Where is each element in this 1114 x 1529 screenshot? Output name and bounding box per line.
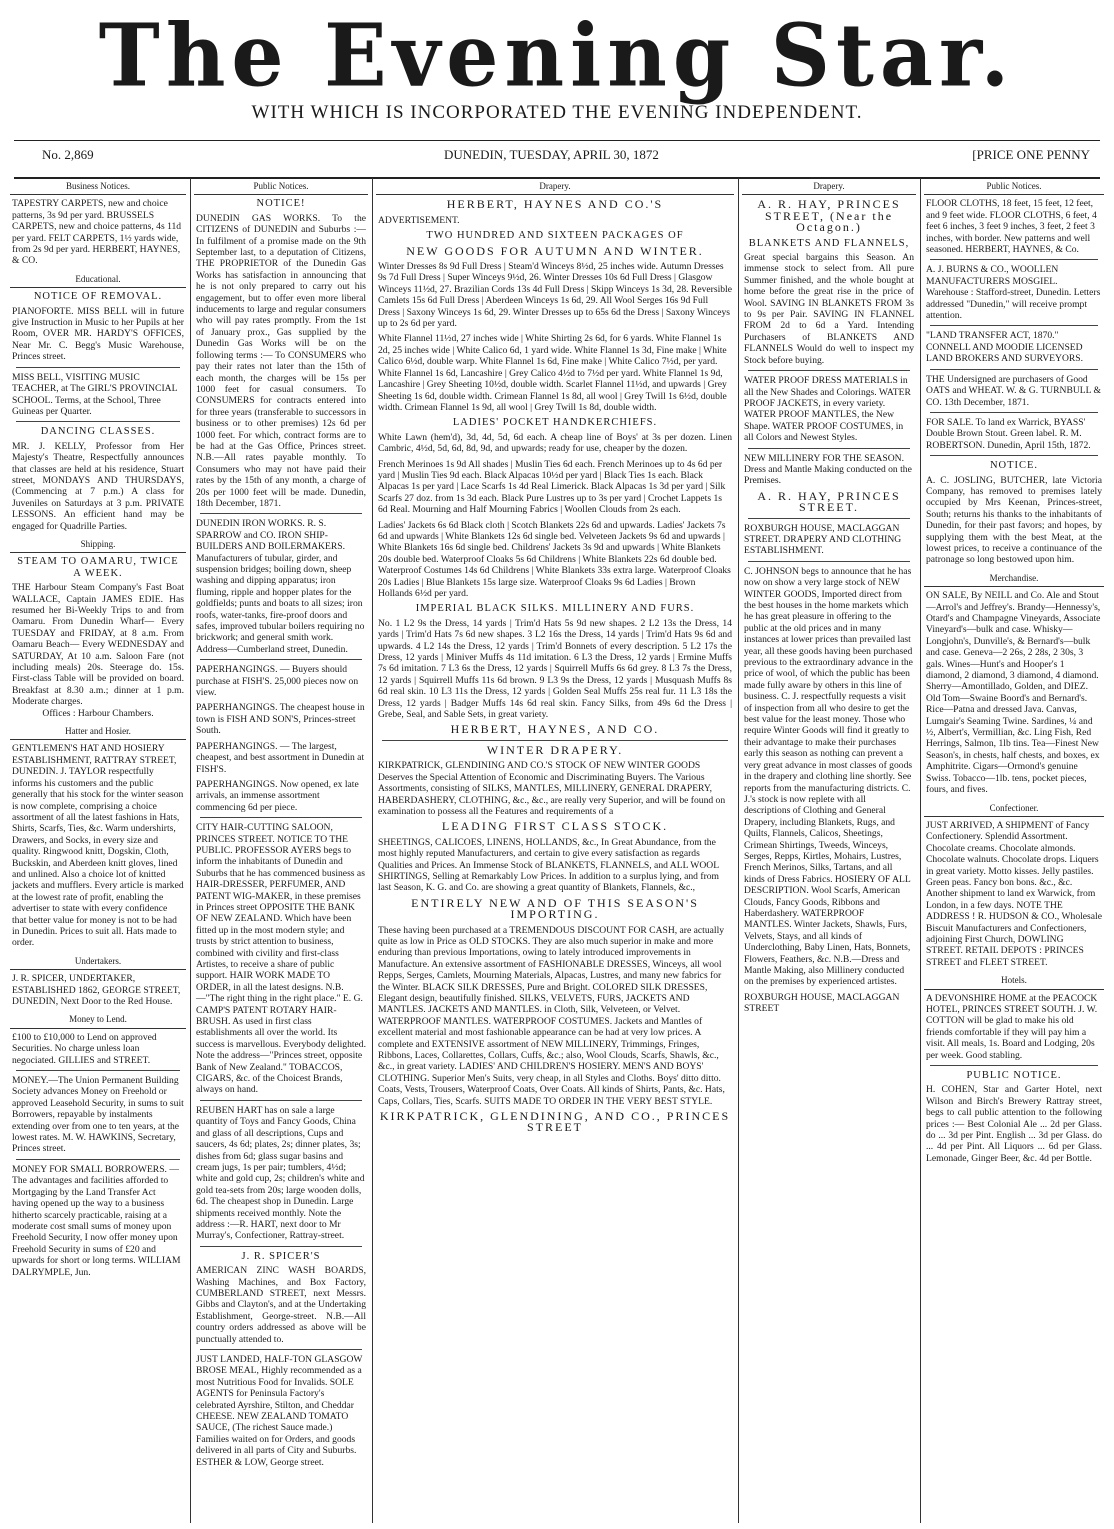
column-1 [10,178,186,1523]
section-heading: Drapery. [742,178,916,195]
place-date: DUNEDIN, TUESDAY, APRIL 30, 1872 [444,147,659,162]
advert-music-teacher: MISS BELL, VISITING MUSIC TEACHER, at The GIRL'S PROVINCIAL SCHOOL. Terms, at the School, Three Guineas per Quarter. [12,371,178,417]
rule [200,817,362,818]
column-divider [920,178,921,1523]
advert-hair-saloon: CITY HAIR-CUTTING SALOON, PRINCES STREET. NOTICE TO THE PUBLIC. PROFESSOR AYERS begs to inform the inhabitants of Dunedin and Suburbs that he has commenced business as HAIR-DRESSER, PERFUMER, AND PATENT WIG-MAKER, in these premises in Princes street OPPOSITE THE BANK OF NEW ZEALAND. Which have been fitted up in the most modern style; and trusts by strict attention to business, combined with civility and first-class Artistes, to receive a share of public support. HAIR WORK MADE TO ORDER, in all the latest designs. N.B.—"The right thing in the right place." E. G. CAMP'S PATENT ROTARY HAIR-BRUSH. As used in first class establishments all over the world. Its success is marvellous. Everybody delighted. Note the address—"Princes street, opposite Bank of New Zealand." TOBACCOS, CIGARS, &c. of the Choicest Brands, always on hand. [196,822,366,1096]
advert-removal: PIANOFORTE. MISS BELL will in future give Instruction in Music to her Pupils at her Room, OVER MR. HARDY'S OFFICES, Near Mr. C. Begg's Music Warehouse, Princes street. [12,305,184,363]
section-heading: Educational. [10,271,186,288]
advert-wash-boards: AMERICAN ZINC WASH BOARDS, Washing Machines, and Box Factory, CUMBERLAND STREET, next Messrs. Gibbs and Clayton's, and at the Undertaking Establishment, George-street. N.B.—All country orders addressed as above will be punctually attended to. [196,1265,366,1345]
advert-signature: A. R. HAY, PRINCES STREET. [757,488,901,515]
masthead-subtitle: WITH WHICH IS INCORPORATED THE EVENING INDEPENDENT. [251,102,863,123]
price-list-flannels: White Flannel 11½d, 27 inches wide | White Shirting 2s 6d, for 6 yards. White Flannel 1s 2d, 25 inches wide | White Calico 6d, 1 yard wide. White Flannel 1s 3d, Fine make | White Calico 6½d, double warp. White Flannel 1s 6d, Fine make | White Calico 7½d, per yard. White Flannel 1s 6d, Lancashire | Grey Calico 4½d to 7½d per yard. White Flannel 1s 9d, Lancashire | Grey Sheeting 10½d, double width. Scarlet Flannel 11½d, and upwards | Grey Sheeting 1s 6d, double width. Crimean Flannel 1s 8d, all wool | Grey Twill 1s 6½d, double width. Crimean Flannel 1s 9d, all wool | Grey Twill 1s 8d, double width. [378,333,727,413]
advert-heading: IMPERIAL BLACK SILKS. MILLINERY AND FURS. [415,603,695,615]
advert-carpets: TAPESTRY CARPETS, new and choice patterns, 3s 9d per yard. BRUSSELS CARPETS, new and choice patterns, 4s 11d per yard. FELT CARPETS, 1½ yards wide, from 2s 9d per yard. HERBERT, HAYNES, & CO. [12,198,182,267]
rule [200,1246,362,1247]
advert-oats-wheat: THE Undersigned are purchasers of Good OATS and WHEAT. W. & G. TURNBULL & CO. 13th December, 1871. [926,373,1101,408]
advert-signature: HERBERT, HAYNES, AND CO. [450,722,660,737]
advert-heading: NOTICE OF REMOVAL. [33,291,163,303]
advert-paperhangings-1: PAPERHANGINGS. — Buyers should purchase at FISH'S. 25,000 pieces now on view. [196,664,359,699]
price: [PRICE ONE PENNY [972,147,1090,162]
column-2 [194,178,368,1523]
rule [930,369,1098,370]
advert-confectionery: JUST ARRIVED, A SHIPMENT of Fancy Confectionery. Splendid Assortment. Chocolate creams. Chocolate almonds. Chocolate walnuts. Chocolate drops. Liquers in great variety. Motto kisses. Jelly pastiles. Green peas. Fancy bon bons. &c., &c. Another shipment to land ex Warwick, from London, in a few days. NOTE THE ADDRESS ! R. HUDSON & CO., Wholesale Biscuit Manufacturers and Confectioners, adjoining First Church, DOWLING STREET. RETAIL DEPOTS : PRINCES STREET and FLEET STREET. [926,819,1102,968]
advert-johnson: C. JOHNSON begs to announce that he has now on show a very large stock of NEW WINTER GOODS, Imported direct from the best houses in the home markets which he has great pleasure in offering to the public at the old prices and in many instances at lower prices than prevailed last year, all these goods having been purchased previous to the extraordinary advance in the price of wool, of which the public has been made fully aware by others in this line of business. C. J. respectfully requests a visit of inspection from all who desire to get the best value for the least money. Those who require Winter Goods will find it greatly to their advantage to make their purchases early this season as nothing can prevent a very great advance in most classes of goods in the drapery and clothing line shortly. See reports from the manufacturing districts. C. J.'s stock is now replete with all descriptions of Clothing and General Drapery, including Blankets, Rugs, and Quilts, Flannels, Calicos, Sheetings, Crimean Shirtings, Tweeds, Winceys, Serges, Repps, Kirtles, Mohairs, Lustres, French Merinos, Silks, Tartans, and all kinds of Dress Fabrics. HOSIERY OF ALL DESCRIPTION. Wool Scarfs, American Clouds, Fancy Goods, Ribbons and Haberdashery. WATERPROOF MANTLES. Winter Jackets, Shawls, Furs, Velvets, Stays, and all kinds of Underclothing, Baby Linen, Hats, Bonnets, Flowers, Feathers, &c. N.B.—Dress and Mantle Making, also Millinery conducted on the premises by experienced artistes. [744,565,913,988]
advert-title: ENTIRELY NEW AND OF THIS SEASON'S IMPORTING. [411,895,699,922]
advert-heading: PUBLIC NOTICE. [966,1070,1062,1082]
section-heading: Drapery. [376,178,734,195]
rule [200,1349,362,1350]
rule [930,455,1098,456]
advert-small-borrowers: MONEY FOR SMALL BORROWERS. —The advantages and facilities afforded to Mortgaging by the Land Transfer Act having opened up the way to a business hitherto scarcely practicable, raising at a moderate cost small sums of money upon Freehold Security, I now offer money upon Freehold Security in sums of £20 and upwards for short or long terms. WILLIAM DALRYMPLE, Jun. [12,1163,181,1278]
advert-heading: TWO HUNDRED AND SIXTEEN PACKAGES OF [426,230,684,242]
advert-heading: LADIES' POCKET HANDKERCHIEFS. [452,417,658,429]
advert-subtitle: ADVERTISEMENT. [378,214,460,226]
advert-heading: NOTICE! [256,198,306,210]
issue-number: No. 2,869 [42,147,94,162]
advert-heading: STEAM TO OAMARU, TWICE A WEEK. [17,556,179,579]
rule [748,518,910,519]
advert-title: A. R. HAY, PRINCES STREET, (Near the Octagon.) [757,197,901,235]
column-divider [190,178,191,1523]
section-heading: Merchandise. [924,570,1104,587]
advert-heading: BLANKETS AND FLANNELS, [748,237,910,249]
advert-title: LEADING FIRST CLASS STOCK. [441,819,669,834]
masthead [0,5,1114,124]
advert-brose-meal: JUST LANDED, HALF-TON GLASGOW BROSE MEAL, Highly recommended as a most Nutritious Food for Invalids. SOLE AGENTS for Peninsula Factory's celebrated Ayrshire, Stilton, and Cheddar CHEESE. NEW ZEALAND TOMATO SAUCE, (The richest Sauce made.) Families waited on for Orders, and goods delivered in all parts of City and Suburbs. ESTHER & LOW, George street. [196,1354,363,1468]
advert-butcher: A. C. JOSLING, BUTCHER, late Victoria Company, has removed to premises lately occupied by Mrs Keenan, Princes-street, South; returns his thanks to the inhabitants of Dunedin, for their past favors; and hopes, by supplying them with the best Meat, at the lowest prices, to receive a continuance of the patronage so long bestowed upon him. [926,474,1102,566]
advert-floor-cloths: FLOOR CLOTHS, 18 feet, 15 feet, 12 feet, and 9 feet wide. FLOOR CLOTHS, 6 feet, 4 feet 6 inches, 3 feet 9 inches, 3 feet, 2 feet 3 inches, with border. New patterns and well seasoned. HERBERT, HAYNES, & Co. [926,198,1097,256]
advert-land-brokers: "LAND TRANSFER ACT, 1870." CONNELL AND MOODIE LICENSED LAND BROKERS AND SURVEYORS. [926,330,1084,365]
advert-reuben-hart: REUBEN HART has on sale a large quantity of Toys and Fancy Goods, China and glass of all descriptions, Cups and saucers, 4s 6d; plates, 2s; dinner plates, 3s; dishes from 6d; glass sugar basins and cream jugs, 1s per pair; tumblers, 4½d; white and gold cup, 2s; children's white and gold tea-sets from 20s; large wooden dolls, 6d. The cheapest shop in Dunedin. Large shipments received monthly. Note the address :—R. HART, next door to Mr Murray's, Confectioner, Rattray-street. [196,1104,365,1242]
advert-heading: NOTICE. [989,460,1039,472]
column-3 [376,178,734,1523]
rule [16,1159,180,1160]
advert-on-sale: ON SALE, By NEILL and Co. Ale and Stout—Arrol's and Jeffrey's. Brandy—Hennessy's, Otard's and Champagne Vineyards, Associate Vineyard's—bulk and case. Whisky—Longjohn's, Dunville's, & Bernard's—bulk and case. Geneva—2 26s, 2 28s, 2 30s, 3 gals. Wines—Hunt's and Hooper's 1 diamond, 2 diamond, 3 diamond, 4 diamond. Sherry—Amontillado, Golden, and DIEZ. Old Tom—Swaine Boord's and Bernard's. Rice—Patna and dressed Java. Canvas, Lumgair's Seaming Twine. Sardines, ¼ and ½, Albert's, Vermillian, &c. Ling Fish, Red Herrings, Salmon, 1lb tins. Tea—Finest New Season's, in chests, half chests, and boxes, ex Amphitrite. Cigars—Ormond's genuine Swiss. Tobacco—1lb. tens, pocket pieces, fours, and fives. [926,590,1101,796]
rule [382,740,728,741]
column-5 [924,178,1104,1523]
rule [200,1100,362,1101]
advert-heading: J. R. SPICER'S [241,1250,321,1262]
section-heading: Undertakers. [10,953,186,970]
rule [930,259,1098,260]
advert-millinery: NEW MILLINERY FOR THE SEASON. Dress and Mantle Making conducted on the Premises. [744,452,912,487]
rule [200,513,362,514]
column-divider [738,178,739,1523]
section-heading: Confectioner. [924,800,1104,817]
advert-iron-works: DUNEDIN IRON WORKS. R. S. SPARROW and CO. IRON SHIP-BUILDERS AND BOILERMAKERS. Manufacturers of tubular, girder, and suspension bridges; boiling down, sheep washing and dipping apparatus; iron fluming, ripple and hopper plates for the goldfields; punts and boats to all sizes; iron roofs, water-tanks, fire-proof doors and safes, improved tubular boilers requiring no brickwork; and general smith work. Address—Cumberland street, Dunedin. [196,518,365,655]
advert-peacock-hotel: A DEVONSHIRE HOME at the PEACOCK HOTEL, PRINCES STREET SOUTH. J. W. COTTON will be glad to make his old friends comfortable if they will pay him a visit. All meals, 1s. Board and Lodging, 20s per week. Good stabling. [926,992,1098,1061]
advert-loan: £100 to £10,000 to Lend on approved Securities. No charge unless loan negociated. GILLIES and STREET. [12,1031,157,1066]
advert-paperhangings-3: PAPERHANGINGS. — The largest, cheapest, and best assortment in Dunedin at FISH'S. [196,740,365,775]
column-4 [742,178,916,1523]
section-heading: Public Notices. [924,178,1104,195]
advert-for-sale: FOR SALE. To land ex Warrick, BYASS' Double Brown Stout. Green label. R. M. ROBERTSON. Dunedin, April 15th, 1872. [926,416,1091,451]
advert-signature: KIRKPATRICK, GLENDINING, AND CO., PRINCES STREET [379,1109,731,1135]
advert-title: NEW GOODS FOR AUTUMN AND WINTER. [406,243,704,258]
advert-blankets: Great special bargains this Season. An immense stock to select from. All pure Summer finished, and the whole bought at home before the great rise in the price of Wool. SAVING IN BLANKETS FROM 3s to 9s per Pair. SAVING IN FLANNEL FROM 2d to 6d a Yard. Intending Purchasers of BLANKETS AND FLANNELS Would do well to inspect my Stock before buying. [744,252,914,366]
advert-paperhangings-4: PAPERHANGINGS. Now opened, ex late arrivals, an immense assortment commencing 6d per piece. [196,778,359,813]
rule [16,367,180,368]
advert-title: HERBERT, HAYNES AND CO.'S [446,197,664,212]
advert-waterproof: WATER PROOF DRESS MATERIALS in all the New Shades and Colorings. WATER PROOF JACKETS, in every variety. WATER PROOF MANTLES, the New Shape. WATER PROOF COSTUMES, in all Colors and Newest Styles. [744,375,911,444]
advert-star-garter: H. COHEN, Star and Garter Hotel, next Wilson and Birch's Brewery Rattray street, begs to call public attention to the following prices :— Best Colonial Ale ... 2d per Glass. do ... 3d per Pint. English ... 3d per Glass. do ... 4d per Pint. All Liquors ... 6d per Glass. Lemonade, Ginger Beer, &c. 4d per Bottle. [926,1084,1102,1164]
section-heading: Hotels. [924,972,1104,989]
advert-sheetings: SHEETINGS, CALICOES, LINENS, HOLLANDS, &c., In Great Abundance, from the most highly reputed Manufacturers, and certain to give every satisfaction as regards Qualities and Prices. An Immense Stock of BLANKETS, FLANNELS, and ALL WOOL SHIRTINGS, Selling at Remarkably Low Prices. In addition to a surplus lying, and from last Season, K. G. and Co. are showing a great quantity of Blankets, Flannels, &c., [378,836,720,894]
advert-signature: ROXBURGH HOUSE, MACLAGGAN STREET [744,991,900,1015]
advert-undertaker: J. R. SPICER, UNDERTAKER, ESTABLISHED 1862, GEORGE STREET, DUNEDIN, Next Door to the Red House. [12,973,181,1007]
advert-winter-stock: These having been purchased at a TREMENDOUS DISCOUNT FOR CASH, are actually quite as low in Price as OLD STOCKS. They are also much superior in make and more enduring than previous Importations, owing to lately introduced improvements in Manufacture. An extensive assortment of FASHIONABLE DRESSES, Winceys, all wool Repps, Serges, Camlets, Mourning Materials, Alpacas, Lustres, and many new fabrics for the Winter. BLACK SILK DRESSES, Pure and Bright. COLORED SILK DRESSES, Elegant design, beautifully finished. SILKS, VELVETS, FURS, JACKETS AND MANTLES. JACKETS AND MANTLES. in Cloth, Silk, Velveteen, or Velvet. WATERPROOF MANTLES. WATERPROOF COSTUMES. Jackets and Mantles of excellent material and most fashionable appearance can be had at very low prices. A complete and EXTENSIVE assortment of NEW MILLINERY, Trimmings, Fringes, Ribbons, Laces, Collarettes, Collars, Cuffs, &c.; also, Wool Clouds, Scarfs, Shawls, &c., &c., in great variety. LADIES' AND CHILDREN'S HOSIERY. MEN'S AND BOYS' CLOTHING. Superior Men's Suits, very cheap, in all Styles and Cloths. Boys' ditto ditto. Coats, Vests, Trousers, Waterproof Coats, Over Coats. All kinds of Shirts, Pants, &c. Hats, Caps, Collars, Ties, Scarfs. SUITS MADE TO ORDER IN THE VERY BEST STYLE. [378,924,725,1107]
advert-roxburgh: ROXBURGH HOUSE, MACLAGGAN STREET. DRAPERY AND CLOTHING ESTABLISHMENT. [744,522,902,557]
advert-gas-works: DUNEDIN GAS WORKS. To the CITIZENS of DUNEDIN and Suburbs :— In fulfilment of a promise made on the 9th September last, to a deputation of Citizens, THE PROPRIETOR of the Dunedin Gas Works has satisfaction in announcing that he is not only prepared to carry out his engagement, but to offer even more liberal inducements to large and regular consumers who will pay rates promptly. From the 1st of January prox., Gas supplied by the Dunedin Gas Works will be on the following terms :— To CONSUMERS who pay their rates not later than the 15th of each month, the charges will be 15s per 1000 feet for casual consumers. To CONSUMERS for contracts entered into for three years (transferable to successors in business or to other premises) 12s 6d per 1000 feet. For which, contract forms are to be had at the Gas Office, Princes street. N.B.—All rates payable monthly. To Consumers who may not have paid their rates by the 15th of any month, a charge of 20s per 1000 feet will be made. Dunedin, 18th December, 1871. [196,212,366,509]
advert-hatter: GENTLEMEN'S HAT AND HOSIERY ESTABLISHMENT, RATTRAY STREET, DUNEDIN. J. TAYLOR respectfully informs his customers and the public generally that his stock for the winter season is now complete, comprising a choice assortment of all the latest fashions in Hats, Shirts, Scarfs, Ties, &c. Warm undershirts, Drawers, and Socks, in every size and quality. Ringwood knitt, Dogskin, Cloth, Buckskin, and Aberdeen knitt gloves, lined and unlined. Also a choice lot of knitted jackets and mufflers. Every article is marked at the lowest rate of profit, enabling the advertiser to state with every confidence that better value for money is not to be had in Dunedin. Prices to suit all. Hats made to order. [12,743,184,949]
section-heading: Hatter and Hosier. [10,723,186,740]
advert-steamer: THE Harbour Steam Company's Fast Boat WALLACE, Captain JAMES EDIE. Has resumed her Bi-Weekly Trips to and from Oamaru. From Dunedin Wharf— Every TUESDAY and FRIDAY, at 8 a.m. From Oamaru Beach— Every WEDNESDAY and SATURDAY, At 10 a.m. Saloon Fare (not including meals) 20s. Steerage do. 15s. First-class Table will be provided on board. Breakfast at 8.30 a.m.; dinner at 1 p.m. Moderate charges. [12,582,184,708]
rule [16,1070,180,1071]
advert-handkerchiefs: White Lawn (hem'd), 3d, 4d, 5d, 6d each. A cheap line of Boys' at 3s per dozen. Linen Cambric, 4½d, 5d, 6d, 8d, 9d, and upwards; ready for use, cheaper by the dozen. [378,431,732,455]
rule [930,412,1098,413]
columns [8,178,1106,1523]
price-list-jackets: Ladies' Jackets 6s 6d Black cloth | Scotch Blankets 22s 6d and upwards. Ladies' Jackets 7s 6d and upwards | White Blankets 12s 6d single bed. Velveteen Jackets 9s 6d and upwards | White Blankets 16s 6d single bed. Childrens' Jackets 3s 9d and upwards | White Blankets 20s double bed. Waterproof Cloaks 5s 6d Childrens | White Blankets 22s 6d double bed. Waterproof Costumes 14s 6d Childrens | White Blankets 33s extra large. Waterproof Cloaks 20s Ladies | Blue Blankets 15s large size. Waterproof Cloaks 9s 6d Ladies | Brown Hollands 6½d per yard. [378,519,731,599]
advert-woollen: A. J. BURNS & CO., WOOLLEN MANUFACTURERS MOSGIEL. Warehouse : Stafford-street, Dunedin. Letters addressed "Dunedin," will receive prompt attention. [926,264,1101,322]
section-heading: Business Notices. [10,178,186,195]
price-list-merinoes: French Merinoes 1s 9d All shades | Muslin Ties 6d each. French Merinoes up to 4s 6d per yard | Muslin Ties 9d each. Black Alpacas 10½d per yard | Black Ties 1s each. Black Alpacas 1s per yard | Lace Scarfs 1s 4d Real Limerick. Black Alpacas 1s 3d per yard | Silk Scarfs 27 doz. from 1s 3d each. Black Pure Lustres up to 3s per yard | Crochet Lappets 1s 6d Real. Mourning and Half Mourning Fabrics | Woollen Clouds from 2s each. [378,458,726,516]
advert-paperhangings-2: PAPERHANGINGS. The cheapest house in town is FISH AND SON'S, Princes-street South. [196,702,365,737]
advert-footer: Offices : Harbour Chambers. [42,707,154,719]
rule [930,1065,1098,1066]
section-heading: Money to Lend. [10,1011,186,1028]
rule [200,659,362,660]
section-heading: Public Notices. [194,178,368,195]
rule [748,561,910,562]
rule [930,325,1098,326]
section-heading: Shipping. [10,536,186,553]
rule [748,370,910,371]
price-list-dresses: Winter Dresses 8s 9d Full Dress | Steam'd Winceys 8½d, 25 inches wide. Autumn Dresses 9s 7d Full Dress | Super Winceys 9½d, 26. Winter Dresses 10s 6d Full Dress | Glasgow Winceys 11½d, 27. Brazilian Cords 13s 4d Full Dress | Skipp Winceys 1s 3d, 28. Reversible Camlets 15s 6d Full Dress | Aberdeen Winceys 1s 6d, 29. All Wool Serges 16s 9d Full Dress | Saxony Winceys 1s 6d, 29. Winter Dresses up to 65s 6d the Dress | Saxony Winceys up to 2s 6d per yard. [378,261,732,330]
price-list-silks: No. 1 L2 9s the Dress, 14 yards | Trim'd Hats 5s 9d new shapes. 2 L2 13s the Dress, 14 yards | Trim'd Hats 7s 6d new shapes. 3 L2 16s the Dress, 14 yards | Trim'd Hats 9s 6d and upwards. 4 L2 14s the Dress, 12 yards | Trim'd Bonnets of every description. 5 L2 17s the Dress, 12 yards | Miniver Muffs 4s 11d imitation. 6 L3 the Dress, 12 yards | Ermine Muffs 7s 6d imitation. 7 L3 6s the Dress, 12 yards | Squirrell Muffs 6s 6d grey. 8 L3 7s the Dress, 12 yards | Squirrell Muffs 11s 6d brown. 9 L3 9s the Dress, 12 yards | Musquash Muffs 8s 6d real skin. 10 L3 11s the Dress, 12 yards | Golden Seal Muffs 25s real fur. 11 L3 18s the Dress, 12 yards | Badger Muffs 14s 6d real skin. Fancy Silks, from 49s 6d the Dress | Grebe, Seal, and Sable Sets, in great variety. [378,617,732,721]
rule [16,421,180,422]
advert-dancing: MR. J. KELLY, Professor from Her Majesty's Theatre, Respectfully announces that classes are held at his residence, Stuart street, MONDAYS AND THURSDAYS, (Commencing at 7 p.m.) A class for Juveniles on Saturdays at 3 p.m. PRIVATE LESSONS. An efficient hand may be engaged for Quadrille Parties. [12,440,184,532]
rule [748,448,910,449]
dateline [14,140,1100,179]
advert-heading: DANCING CLASSES. [40,426,156,438]
column-divider [372,178,373,1523]
advert-kirkpatrick: KIRKPATRICK, GLENDINING AND CO.'S STOCK OF NEW WINTER GOODS Deserves the Special Attention of Economic and Discriminating Buyers. The Various Assortments, consisting of SILKS, MANTLES, MILLINERY, GENERAL DRAPERY, HABERDASHERY, CLOTHING, &c., &c., are really very Superior, and will be found on examination to possess all the Features and requirements of a [378,760,726,817]
advert-building-society: MONEY.—The Union Permanent Building Society advances Money on Freehold or approved Leasehold Security, in sums to suit Borrowers, repayable by instalments extending over from one to ten years, at the lowest rates. M. W. HAWKINS, Secretary, Princes street. [12,1075,184,1155]
masthead-title: The Evening Star. [98,5,1016,107]
advert-title: WINTER DRAPERY. [486,742,624,757]
